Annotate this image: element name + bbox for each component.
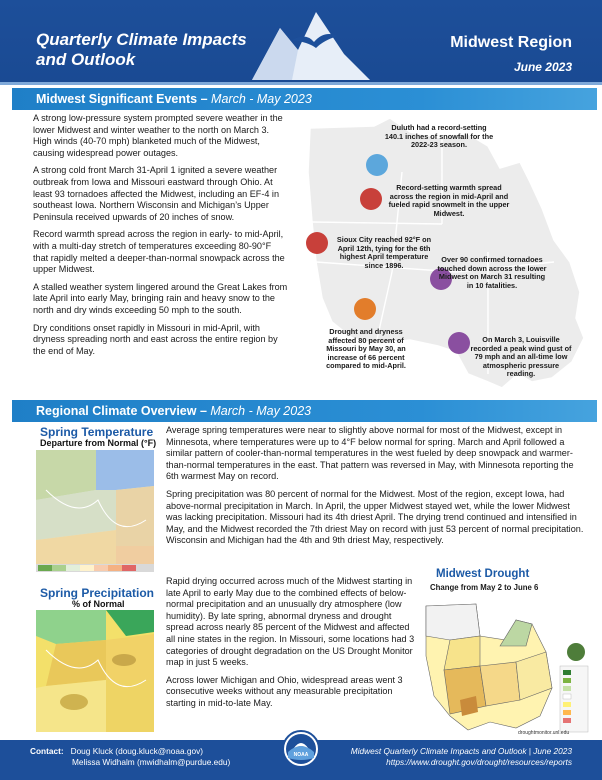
overview-paragraph: Spring precipitation was 80 percent of normal for the Midwest. Most of the region, except Iowa, had above-normal precipitation in March. In April, the upper Midwest stayed wet, while the lower Midwest was lacking precipitation. Missouri had its 4th driest April. The drying trend continued and intensified in May, and the Midwest recorded the 7th driest May on record with just 53 percent of normal precipitation. Wisconsin and Michigan had the 4th and 9th driest May, respectively.: [166, 488, 584, 546]
events-paragraph: A strong low-pressure system prompted severe weather in the lower Midwest and winter weather to the north on March 3. High winds (40-70 mph) blanketed much of the Midwest, causing widespread power outages.: [33, 113, 283, 158]
spring-precipitation-title: Spring Precipitation: [40, 586, 155, 600]
events-text: [33, 113, 288, 363]
overview-paragraph: Rapid drying occurred across much of the Midwest starting in late April to early May due to the combined effects of below-normal precipitation and an unusually dry atmosphere (low humidity). By late spring, abnormal dryness and drought spread across nearly 85 percent of the Midwest and affected all nine states in the region. In Missouri, some locations had 3 categories of drought degradation on the US Drought Monitor map in just 5 weeks.: [166, 576, 415, 668]
contact-label: Contact:: [30, 746, 64, 756]
events-paragraph: Record warmth spread across the region in early- to mid-April, with a multi-day stretch of temperatures exceeding 80-90°F that rapidly melted a deeper-than-normal snowpack across the upper Midwest.: [33, 229, 285, 275]
page-header: [0, 0, 602, 82]
overview-heading-main: Regional Climate Overview –: [36, 404, 207, 418]
drought-credit: droughtmonitor.unl.edu: [518, 730, 570, 736]
significant-events-heading: [12, 88, 597, 110]
contact-kluck[interactable]: Doug Kluck (doug.kluck@noaa.gov): [70, 746, 204, 756]
mountain-bird-logo-icon: [252, 6, 370, 80]
spring-temperature-subtitle: Departure from Normal (°F): [40, 438, 157, 448]
spring-precipitation-map: [36, 610, 154, 732]
overview-paragraph: Average spring temperatures were near to slightly above normal for most of the Midwest, except in Minnesota, where temperatures were up to 4°F below normal for spring. March and April followed a similar pattern of cooler-than-normal temperatures in the west fueled by deep snowpack and warmer-than-normal temperatures in the east. That pattern was reversed in May, with Minnesota reporting the 6th warmest May on record.: [166, 425, 574, 482]
overview-paragraph: Across lower Michigan and Ohio, widespread areas went 3 consecutive weeks without any measurable precipitation starting in mid-to-late May.: [166, 674, 403, 708]
overview-heading-sub: March - May 2023: [206, 404, 312, 418]
events-paragraph: A stalled weather system lingered around the Great Lakes from late April into early May, bringing rain and heavy snow to the north and dry winds exceeding 50 mph to the south.: [33, 281, 288, 315]
thermometer-icon-2: [306, 232, 328, 254]
footer-contacts: [30, 746, 230, 768]
midwest-drought-map: [420, 596, 592, 736]
title-line-2: and Outlook: [36, 50, 136, 69]
drought-map-title: Midwest Drought: [436, 568, 530, 580]
noaa-emblem: [284, 732, 318, 766]
drought-leaf-icon: [354, 298, 376, 320]
events-heading-main: Midwest Significant Events –: [36, 92, 208, 106]
callout-louisville: On March 3, Louisville recorded a peak wind gust of 79 mph and an all-time low atmospheric pressure reading.: [470, 335, 572, 379]
report-date: June 2023: [513, 60, 572, 74]
noaa-logo-icon: [282, 730, 320, 768]
callout-warmth: Record-setting warmth spread across the region in mid-April and fueled rapid snowmelt in the upper Midwest.: [388, 183, 510, 218]
spring-temperature-title: Spring Temperature: [40, 425, 154, 439]
thermometer-icon: [360, 188, 382, 210]
overview-text-bottom: [166, 576, 418, 716]
drought-map-subtitle: Change from May 2 to June 6: [430, 583, 539, 592]
region-label: Midwest Region: [450, 34, 572, 51]
page-title: [36, 30, 266, 70]
regional-overview-heading: [12, 400, 597, 422]
events-heading-sub: March - May 2023: [207, 92, 312, 106]
spring-precipitation-subtitle: % of Normal: [72, 599, 125, 609]
callout-sioux-city: Sioux City reached 92°F on April 12th, tying for the 6th highest April temperature since 1896.: [336, 235, 432, 270]
spring-temperature-map: [36, 450, 154, 572]
callout-drought: Drought and dryness affected 80 percent of Missouri by May 30, an increase of 66 percent compared to mid-April.: [326, 327, 406, 371]
callout-tornadoes: Over 90 confirmed tornadoes touched down across the lower Midwest on March 31 resulting in 10 fatalities.: [437, 255, 547, 290]
significant-events-map: [292, 112, 597, 397]
overview-text-top: [166, 425, 586, 553]
wind-icon: [448, 332, 470, 354]
snowflake-icon: [366, 154, 388, 176]
footer-report-link[interactable]: https://www.drought.gov/drought/resources/reports: [386, 757, 572, 767]
title-line-1: Quarterly Climate Impacts: [36, 30, 247, 49]
contact-widhalm[interactable]: Melissa Widhalm (mwidhalm@purdue.edu): [72, 757, 231, 767]
footer-report-title: Midwest Quarterly Climate Impacts and Outlook | June 2023: [350, 746, 572, 756]
events-paragraph: A strong cold front March 31-April 1 ignited a severe weather outbreak from Iowa and Missouri eastward through Ohio. At least 93 tornadoes affected the Midwest, including an EF-4 in southeast Iowa. Northern Wisconsin and Michigan’s Upper Peninsula received upwards of 20 inches of snow.: [33, 165, 280, 222]
footer-citation: [351, 746, 572, 768]
header-divider: [0, 82, 602, 85]
callout-duluth: Duluth had a record-setting 140.1 inches of snowfall for the 2022-23 season.: [384, 123, 494, 150]
noaa-logo-text: NOAA: [293, 752, 309, 758]
events-paragraph: Dry conditions onset rapidly in Missouri in mid-April, with dryness spreading north and east across the entire region by the end of May.: [33, 322, 278, 356]
